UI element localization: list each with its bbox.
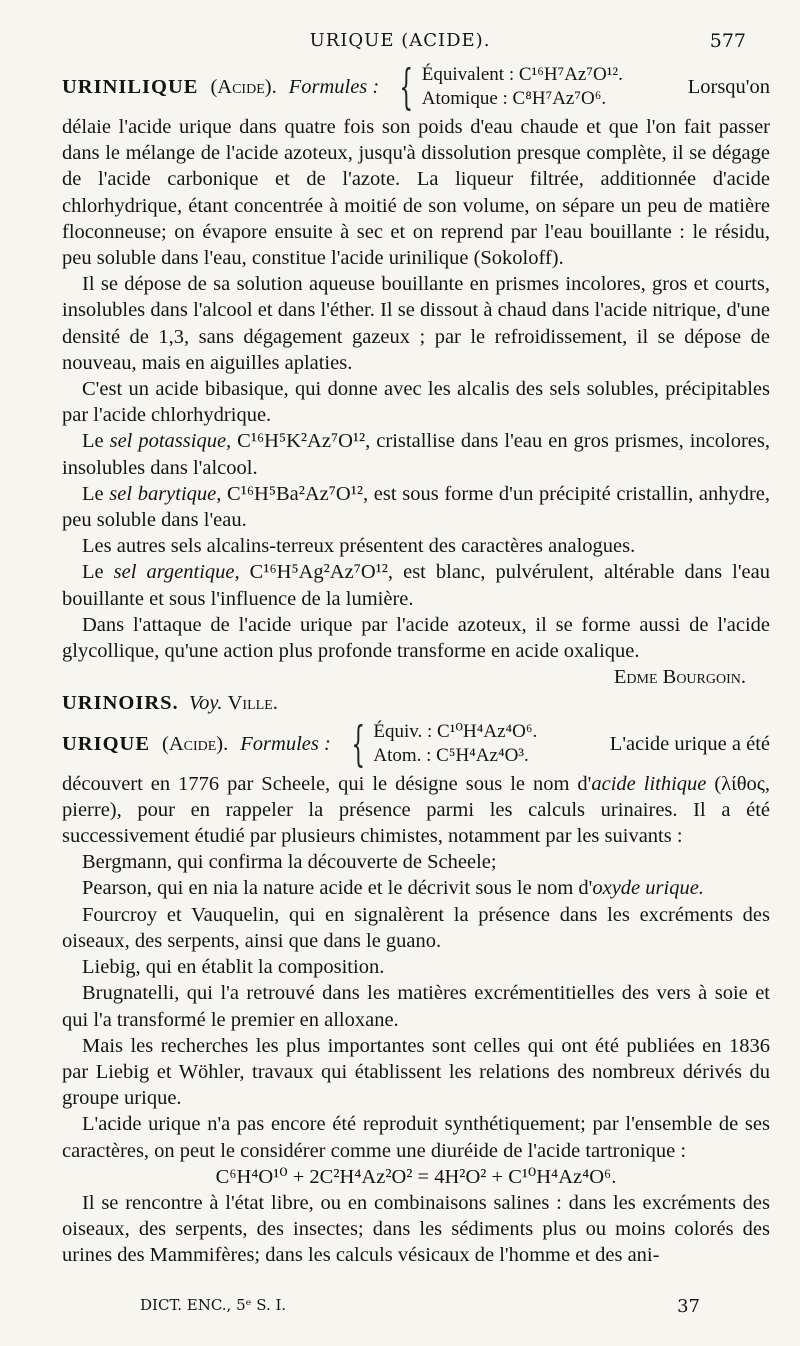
signature-mark: DICT. ENC., 5ᵉ S. I. xyxy=(140,1296,287,1314)
page-number: 577 xyxy=(709,30,746,52)
urinoirs-headword: URINOIRS. xyxy=(62,692,179,715)
urinilique-headword: URINILIQUE xyxy=(62,75,199,98)
urique-headword: URIQUE xyxy=(62,732,151,755)
paragraph xyxy=(62,559,770,611)
brace-icon: { xyxy=(399,59,414,115)
lead-words: L'acide urique a été xyxy=(609,732,770,755)
text: découvert en 1776 par Scheele, qui le désigne sous le nom d' xyxy=(62,772,592,795)
urinilique-label: (Acide). xyxy=(210,75,277,98)
text: Le xyxy=(82,482,104,505)
text: Le xyxy=(82,561,104,584)
list-item: Bergmann, qui confirma la découverte de Scheele; xyxy=(82,851,497,874)
italic-term: sel argentique, xyxy=(113,561,240,584)
paragraph xyxy=(62,771,770,850)
paragraph: Dans l'attaque de l'acide urique par l'acide azoteux, il se forme aussi de l'acide glycollique, qu'une action plus profonde transforme en acide oxalique. xyxy=(62,613,770,663)
urinilique-entry-head xyxy=(62,60,770,114)
cross-reference: Ville. xyxy=(227,692,278,715)
equiv-formula: Équiv. : C¹⁰H⁴Az⁴O⁶. xyxy=(373,720,538,742)
italic-term: sel barytique, xyxy=(109,482,222,505)
text: C¹⁶H⁵K²Az⁷O¹², cristallise dans l'eau en gros prismes, incolores, insolubles dans l'alcool. xyxy=(62,430,770,479)
italic-term: oxyde urique. xyxy=(592,877,704,900)
paragraph: Il se dépose de sa solution aqueuse bouillante en prismes incolores, gros et courts, insolubles dans l'alcool et dans l'éther. Il se dissout à chaud dans l'acide nitrique, d'une densité de 1,3, sans dégagement gazeux ; par le refroidissement, il se dépose de nouveau, mais en aiguilles aplaties. xyxy=(62,273,770,374)
chemical-equation: C⁶H⁴O¹⁰ + 2C²H⁴Az²O² = 4H²O² + C¹⁰H⁴Az⁴O⁶. xyxy=(215,1165,617,1188)
gathering-number: 37 xyxy=(677,1296,700,1317)
main-text xyxy=(62,60,770,1269)
urinoirs-entry xyxy=(62,690,770,716)
text: Pearson, qui en nia la nature acide et le décrivit sous le nom d' xyxy=(82,877,593,900)
text: C¹⁶H⁵Ag²Az⁷O¹², est blanc, pulvérulent, altérable dans l'eau bouillante et sous l'influence de la lumière. xyxy=(62,561,770,610)
paragraph: C'est un acide bibasique, qui donne avec les alcalis des sels solubles, précipitables par l'acide chlorhydrique. xyxy=(62,378,770,427)
formulas-label: Formules : xyxy=(288,75,380,98)
brace-icon: { xyxy=(351,715,365,772)
running-title: URIQUE (ACIDE). xyxy=(309,30,491,51)
paragraph xyxy=(62,428,770,480)
italic-term: acide lithique xyxy=(591,772,707,795)
italic-term: sel potassique, xyxy=(109,430,232,453)
list-item: Fourcroy et Vauquelin, qui en signalèrent la présence dans les excréments des oiseaux, des serpents, ainsi que dans le guano. xyxy=(62,903,770,952)
text: (λίθος, pierre), pour en rappeler la présence parmi les calculs urinaires. Il a été successivement étudié par plusieurs chimistes, notamment par les suivants : xyxy=(62,772,771,848)
urique-label: (Acide). xyxy=(162,732,229,755)
paragraph: Mais les recherches les plus importantes sont celles qui ont été publiées en 1836 par Liebig et Wöhler, travaux qui établissent les relations des nombreux dérivés du groupe urique. xyxy=(62,1034,770,1110)
paragraph: délaie l'acide urique dans quatre fois son poids d'eau chaude et que l'on fait passer dans le mélange de l'acide azoteux, jusqu'à dissolution presque complète, il se dégage de l'acide carbonique et de l'azote. La liqueur filtrée, additionnée d'acide chlorhydrique, étant concentrée à moitié de son volume, on sépare un peu de matière floconneuse; on évapore ensuite à sec et on reprend par l'eau bouillante : le résidu, peu soluble dans l'eau, constitue l'acide urinilique (Sokoloff). xyxy=(62,116,770,270)
author-signature: Edme Bourgoin. xyxy=(613,666,746,689)
page-footer xyxy=(140,1296,700,1317)
lead-word: Lorsqu'on xyxy=(687,75,770,98)
voy-label: Voy. xyxy=(188,692,223,715)
paragraph: L'acide urique n'a pas encore été reproduit synthétiquement; par l'ensemble de ses caractères, on peut le considérer comme une diuréide de l'acide tartronique : xyxy=(62,1113,770,1162)
text: C¹⁶H⁵Ba²Az⁷O¹², est sous forme d'un précipité cristallin, anhydre, peu soluble dans l'eau. xyxy=(62,482,771,532)
list-item: Liebig, qui en établit la composition. xyxy=(82,956,385,979)
text: Le xyxy=(82,430,104,453)
paragraph xyxy=(62,481,770,533)
running-header xyxy=(0,30,800,56)
list-item xyxy=(62,875,770,901)
list-item: Brugnatelli, qui l'a retrouvé dans les matières excrémentitielles des vers à soie et qui l'a transformé le premier en alloxane. xyxy=(62,982,770,1031)
formulas-label: Formules : xyxy=(240,732,331,755)
equivalent-formula: Équivalent : C¹⁶H⁷Az⁷O¹². xyxy=(421,64,623,85)
urique-entry-head xyxy=(62,717,770,771)
atomic-formula: Atomique : C⁸H⁷Az⁷O⁶. xyxy=(421,88,607,109)
paragraph: Il se rencontre à l'état libre, ou en combinaisons salines : dans les excréments des oiseaux, des serpents, des insectes; dans les sédiments plus ou moins colorés des urines des Mammifères; dans les calculs vésicaux de l'homme et des ani- xyxy=(62,1191,770,1267)
atom-formula: Atom. : C⁵H⁴Az⁴O³. xyxy=(373,744,529,766)
paragraph: Les autres sels alcalins-terreux présentent des caractères analogues. xyxy=(82,535,636,558)
